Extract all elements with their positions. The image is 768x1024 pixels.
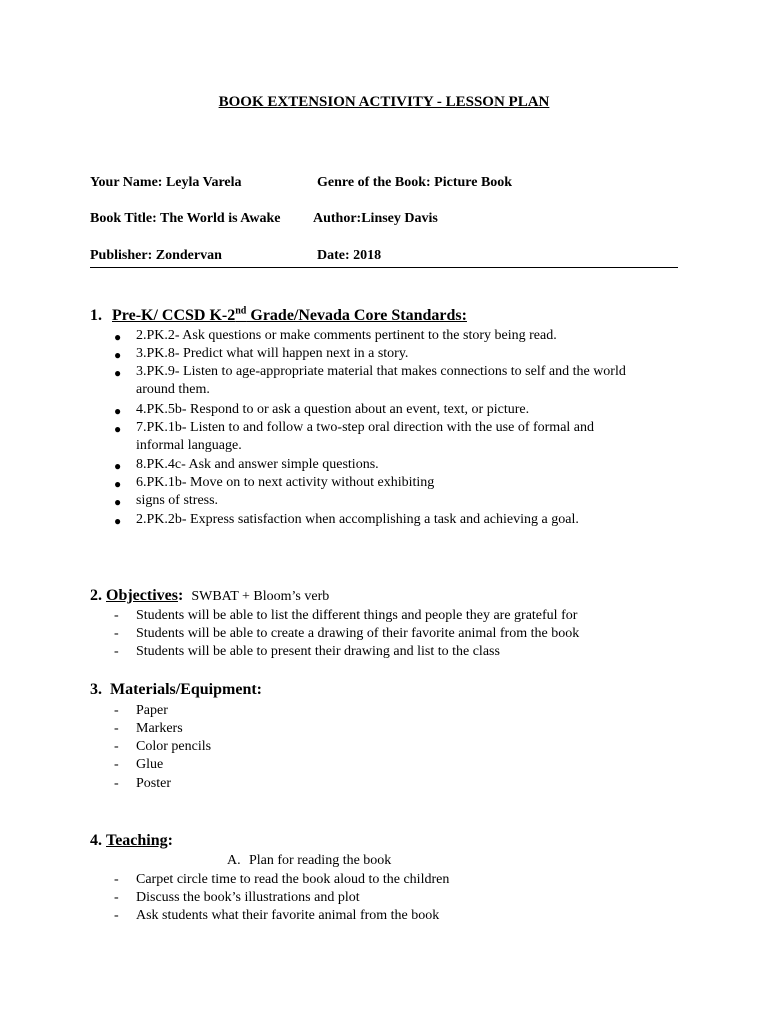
section-1-heading [90,307,467,325]
material-item: Paper [136,703,168,718]
material-item: Poster [136,776,171,791]
section-2-heading [90,587,329,605]
bullet-icon: ● [114,330,122,344]
material-item: Markers [136,721,183,736]
dash-marker: - [114,703,119,718]
document-title: BOOK EXTENSION ACTIVITY - LESSON PLAN [218,94,550,110]
standard-item: 3.PK.9- Listen to age-appropriate material that makes connections to self and the world [136,364,626,379]
standard-item: 2.PK.2- Ask questions or make comments pertinent to the story being read. [136,328,557,343]
divider-line [90,267,678,268]
standard-item: signs of stress. [136,493,219,508]
section-3-title: Materials/Equipment: [110,681,262,698]
standard-item: 8.PK.4c- Ask and answer simple questions. [136,457,379,472]
bullet-icon: ● [114,514,122,528]
standard-item-continued: informal language. [136,438,242,453]
objective-item: Students will be able to list the different things and people they are grateful for [136,608,578,623]
your-name: Your Name: Leyla Varela [90,175,242,190]
section-1-title-pre: Pre-K/ CCSD K-2 [112,307,236,324]
teaching-item: Discuss the book’s illustrations and plot [136,890,360,905]
standard-item-continued: around them. [136,382,210,397]
section-1-title-sup: nd [235,305,247,317]
section-4-heading [90,832,173,850]
section-2-number: 2. [90,587,102,604]
material-item: Color pencils [136,739,212,754]
section-1-title-post: Grade/Nevada Core Standards: [246,307,467,324]
bullet-icon: ● [114,348,122,362]
section-2-colon: : [177,587,184,604]
bullet-icon: ● [114,495,122,509]
bullet-icon: ● [114,477,122,491]
material-item: Glue [136,757,164,772]
dash-marker: - [114,757,119,772]
standard-item: 7.PK.1b- Listen to and follow a two-step oral direction with the use of formal and [136,420,595,435]
dash-marker: - [114,626,119,641]
section-4-title: Teaching [106,832,168,849]
section-4-number: 4. [90,832,102,849]
sub-heading: Plan for reading the book [249,853,392,868]
dash-marker: - [114,644,119,659]
teaching-item: Carpet circle time to read the book aloud to the children [136,872,450,887]
dash-marker: - [114,608,119,623]
standard-item: 3.PK.8- Predict what will happen next in a story. [136,346,409,361]
dash-marker: - [114,872,119,887]
bullet-icon: ● [114,422,122,436]
book-title: Book Title: The World is Awake [90,211,281,226]
bullet-icon: ● [114,459,122,473]
objective-item: Students will be able to create a drawing of their favorite animal from the book [136,626,580,641]
author: Author:Linsey Davis [313,211,438,226]
bullet-icon: ● [114,404,122,418]
section-2-note: SWBAT + Bloom’s verb [191,589,330,604]
section-3-number: 3. [90,681,102,698]
section-2-title: Objectives [106,587,178,604]
objective-item: Students will be able to present their drawing and list to the class [136,644,500,659]
sub-letter: A. [227,853,241,868]
section-1-number: 1. [90,307,102,324]
section-3-heading [90,681,262,699]
date: Date: 2018 [317,248,382,263]
bullet-icon: ● [114,366,122,380]
dash-marker: - [114,890,119,905]
section-4-colon: : [167,832,173,849]
dash-marker: - [114,721,119,736]
dash-marker: - [114,739,119,754]
dash-marker: - [114,776,119,791]
teaching-item: Ask students what their favorite animal from the book [136,908,440,923]
dash-marker: - [114,908,119,923]
standard-item: 2.PK.2b- Express satisfaction when accomplishing a task and achieving a goal. [136,512,579,527]
genre: Genre of the Book: Picture Book [317,175,513,190]
standard-item: 6.PK.1b- Move on to next activity without exhibiting [136,475,435,490]
publisher: Publisher: Zondervan [90,248,222,263]
standard-item: 4.PK.5b- Respond to or ask a question about an event, text, or picture. [136,402,530,417]
